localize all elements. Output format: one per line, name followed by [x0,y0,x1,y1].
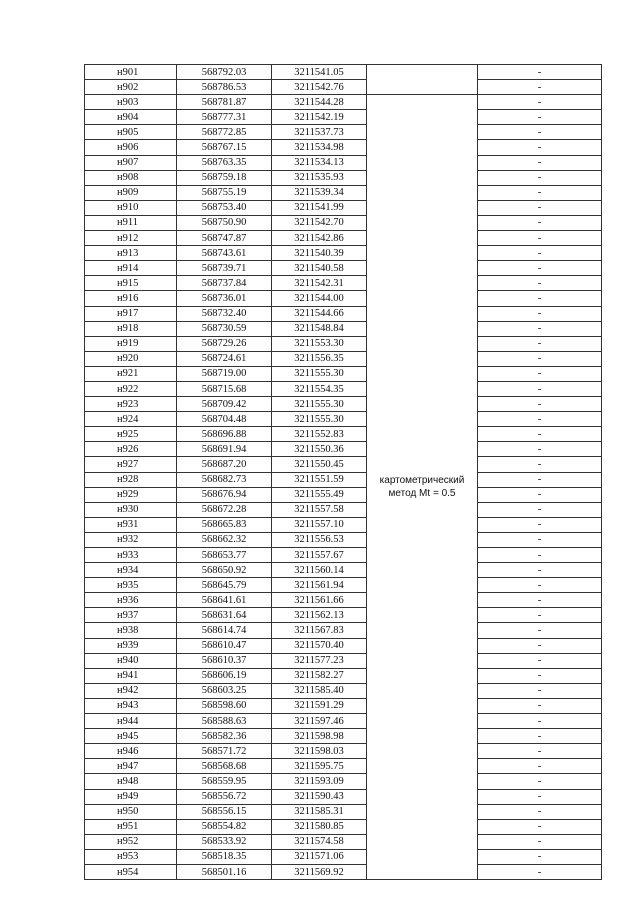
note-cell: - [478,412,602,427]
note-cell: - [478,185,602,200]
table-row [85,578,602,593]
x-coordinate-cell: 568792.03 [177,65,272,80]
point-id-cell: н944 [85,714,177,729]
note-cell: - [478,563,602,578]
y-coordinate-cell: 3211580.85 [272,819,367,834]
table-row [85,95,602,110]
point-id-cell: н907 [85,155,177,170]
y-coordinate-cell: 3211539.34 [272,185,367,200]
y-coordinate-cell: 3211541.05 [272,65,367,80]
point-id-cell: н938 [85,623,177,638]
x-coordinate-cell: 568719.00 [177,366,272,381]
table-row [85,155,602,170]
point-id-cell: н947 [85,759,177,774]
y-coordinate-cell: 3211557.67 [272,548,367,563]
note-cell: - [478,291,602,306]
y-coordinate-cell: 3211553.30 [272,336,367,351]
table-row [85,442,602,457]
note-cell: - [478,714,602,729]
note-cell: - [478,834,602,849]
x-coordinate-cell: 568559.95 [177,774,272,789]
point-id-cell: н917 [85,306,177,321]
table-row [85,759,602,774]
point-id-cell: н934 [85,563,177,578]
note-cell: - [478,231,602,246]
table-row [85,804,602,819]
y-coordinate-cell: 3211542.86 [272,231,367,246]
point-id-cell: н942 [85,683,177,698]
y-coordinate-cell: 3211542.31 [272,276,367,291]
y-coordinate-cell: 3211557.58 [272,502,367,517]
x-coordinate-cell: 568736.01 [177,291,272,306]
note-cell: - [478,110,602,125]
x-coordinate-cell: 568743.61 [177,246,272,261]
x-coordinate-cell: 568556.72 [177,789,272,804]
y-coordinate-cell: 3211556.53 [272,532,367,547]
x-coordinate-cell: 568715.68 [177,381,272,396]
table-row [85,608,602,623]
y-coordinate-cell: 3211540.58 [272,261,367,276]
x-coordinate-cell: 568645.79 [177,578,272,593]
x-coordinate-cell: 568598.60 [177,698,272,713]
note-cell: - [478,215,602,230]
note-cell: - [478,774,602,789]
table-row [85,276,602,291]
x-coordinate-cell: 568556.15 [177,804,272,819]
x-coordinate-cell: 568653.77 [177,548,272,563]
point-id-cell: н916 [85,291,177,306]
table-row [85,170,602,185]
note-cell: - [478,351,602,366]
x-coordinate-cell: 568781.87 [177,95,272,110]
table-row [85,65,602,80]
table-row [85,517,602,532]
y-coordinate-cell: 3211544.00 [272,291,367,306]
y-coordinate-cell: 3211555.30 [272,412,367,427]
point-id-cell: н931 [85,517,177,532]
y-coordinate-cell: 3211542.70 [272,215,367,230]
note-cell: - [478,789,602,804]
y-coordinate-cell: 3211577.23 [272,653,367,668]
table-row [85,215,602,230]
y-coordinate-cell: 3211590.43 [272,789,367,804]
y-coordinate-cell: 3211544.66 [272,306,367,321]
note-cell: - [478,95,602,110]
point-id-cell: н920 [85,351,177,366]
table-row [85,864,602,879]
note-cell: - [478,306,602,321]
table-row [85,729,602,744]
point-id-cell: н903 [85,95,177,110]
x-coordinate-cell: 568729.26 [177,336,272,351]
table-row [85,291,602,306]
table-row [85,381,602,396]
y-coordinate-cell: 3211544.28 [272,95,367,110]
y-coordinate-cell: 3211567.83 [272,623,367,638]
table-row [85,336,602,351]
x-coordinate-cell: 568554.82 [177,819,272,834]
y-coordinate-cell: 3211540.39 [272,246,367,261]
table-row [85,623,602,638]
x-coordinate-cell: 568682.73 [177,472,272,487]
point-id-cell: н919 [85,336,177,351]
y-coordinate-cell: 3211560.14 [272,563,367,578]
table-row [85,80,602,95]
table-row [85,261,602,276]
point-id-cell: н923 [85,397,177,412]
y-coordinate-cell: 3211557.10 [272,517,367,532]
y-coordinate-cell: 3211541.99 [272,200,367,215]
point-id-cell: н921 [85,366,177,381]
x-coordinate-cell: 568631.64 [177,608,272,623]
y-coordinate-cell: 3211591.29 [272,698,367,713]
x-coordinate-cell: 568650.92 [177,563,272,578]
note-cell: - [478,864,602,879]
table-row [85,412,602,427]
note-cell: - [478,140,602,155]
y-coordinate-cell: 3211598.98 [272,729,367,744]
table-row [85,125,602,140]
table-row [85,246,602,261]
y-coordinate-cell: 3211561.66 [272,593,367,608]
point-id-cell: н939 [85,638,177,653]
x-coordinate-cell: 568641.61 [177,593,272,608]
y-coordinate-cell: 3211550.45 [272,457,367,472]
note-cell: - [478,593,602,608]
point-id-cell: н915 [85,276,177,291]
y-coordinate-cell: 3211554.35 [272,381,367,396]
y-coordinate-cell: 3211537.73 [272,125,367,140]
table-row [85,593,602,608]
point-id-cell: н937 [85,608,177,623]
note-cell: - [478,623,602,638]
y-coordinate-cell: 3211562.13 [272,608,367,623]
y-coordinate-cell: 3211561.94 [272,578,367,593]
x-coordinate-cell: 568665.83 [177,517,272,532]
x-coordinate-cell: 568672.28 [177,502,272,517]
table-row [85,653,602,668]
x-coordinate-cell: 568709.42 [177,397,272,412]
y-coordinate-cell: 3211585.40 [272,683,367,698]
note-cell: - [478,487,602,502]
note-cell: - [478,744,602,759]
x-coordinate-cell: 568747.87 [177,231,272,246]
note-cell: - [478,578,602,593]
table-row [85,366,602,381]
y-coordinate-cell: 3211597.46 [272,714,367,729]
point-id-cell: н911 [85,215,177,230]
note-cell: - [478,155,602,170]
point-id-cell: н910 [85,200,177,215]
table-row [85,502,602,517]
point-id-cell: н929 [85,487,177,502]
point-id-cell: н940 [85,653,177,668]
note-cell: - [478,683,602,698]
method-name: картометрический [379,475,465,487]
note-cell: - [478,381,602,396]
y-coordinate-cell: 3211598.03 [272,744,367,759]
note-cell: - [478,532,602,547]
point-id-cell: н908 [85,170,177,185]
point-id-cell: н926 [85,442,177,457]
table-row [85,532,602,547]
table-row [85,140,602,155]
point-id-cell: н912 [85,231,177,246]
x-coordinate-cell: 568610.47 [177,638,272,653]
x-coordinate-cell: 568732.40 [177,306,272,321]
table-row [85,351,602,366]
note-cell: - [478,638,602,653]
x-coordinate-cell: 568767.15 [177,140,272,155]
point-id-cell: н902 [85,80,177,95]
point-id-cell: н905 [85,125,177,140]
table-row [85,200,602,215]
x-coordinate-cell: 568518.35 [177,849,272,864]
note-cell: - [478,759,602,774]
x-coordinate-cell: 568777.31 [177,110,272,125]
y-coordinate-cell: 3211585.31 [272,804,367,819]
note-cell: - [478,321,602,336]
point-id-cell: н951 [85,819,177,834]
table-row [85,668,602,683]
y-coordinate-cell: 3211571.06 [272,849,367,864]
y-coordinate-cell: 3211569.92 [272,864,367,879]
note-cell: - [478,653,602,668]
y-coordinate-cell: 3211551.59 [272,472,367,487]
coordinates-table-body [85,65,602,880]
method-cell [367,95,478,880]
table-row [85,774,602,789]
point-id-cell: н925 [85,427,177,442]
x-coordinate-cell: 568786.53 [177,80,272,95]
y-coordinate-cell: 3211555.49 [272,487,367,502]
point-id-cell: н922 [85,381,177,396]
point-id-cell: н932 [85,532,177,547]
note-cell: - [478,608,602,623]
y-coordinate-cell: 3211542.19 [272,110,367,125]
point-id-cell: н935 [85,578,177,593]
table-row [85,563,602,578]
table-row [85,487,602,502]
table-row [85,472,602,487]
note-cell: - [478,336,602,351]
x-coordinate-cell: 568724.61 [177,351,272,366]
note-cell: - [478,548,602,563]
table-row [85,110,602,125]
note-cell: - [478,125,602,140]
point-id-cell: н943 [85,698,177,713]
point-id-cell: н924 [85,412,177,427]
note-cell: - [478,668,602,683]
note-cell: - [478,729,602,744]
note-cell: - [478,397,602,412]
note-cell: - [478,502,602,517]
y-coordinate-cell: 3211542.76 [272,80,367,95]
note-cell: - [478,698,602,713]
note-cell: - [478,819,602,834]
x-coordinate-cell: 568533.92 [177,834,272,849]
y-coordinate-cell: 3211534.13 [272,155,367,170]
x-coordinate-cell: 568582.36 [177,729,272,744]
point-id-cell: н946 [85,744,177,759]
note-cell: - [478,65,602,80]
point-id-cell: н909 [85,185,177,200]
table-row [85,744,602,759]
x-coordinate-cell: 568571.72 [177,744,272,759]
table-row [85,427,602,442]
note-cell: - [478,261,602,276]
x-coordinate-cell: 568501.16 [177,864,272,879]
note-cell: - [478,80,602,95]
x-coordinate-cell: 568610.37 [177,653,272,668]
table-row [85,714,602,729]
note-cell: - [478,200,602,215]
point-id-cell: н948 [85,774,177,789]
y-coordinate-cell: 3211555.30 [272,397,367,412]
table-row [85,849,602,864]
y-coordinate-cell: 3211548.84 [272,321,367,336]
x-coordinate-cell: 568755.19 [177,185,272,200]
point-id-cell: н933 [85,548,177,563]
y-coordinate-cell: 3211555.30 [272,366,367,381]
table-row [85,548,602,563]
y-coordinate-cell: 3211574.58 [272,834,367,849]
x-coordinate-cell: 568606.19 [177,668,272,683]
x-coordinate-cell: 568750.90 [177,215,272,230]
table-row [85,306,602,321]
table-row [85,231,602,246]
y-coordinate-cell: 3211556.35 [272,351,367,366]
note-cell: - [478,472,602,487]
x-coordinate-cell: 568588.63 [177,714,272,729]
x-coordinate-cell: 568687.20 [177,457,272,472]
point-id-cell: н918 [85,321,177,336]
point-id-cell: н901 [85,65,177,80]
point-id-cell: н954 [85,864,177,879]
note-cell: - [478,276,602,291]
note-cell: - [478,427,602,442]
table-row [85,789,602,804]
point-id-cell: н936 [85,593,177,608]
table-row [85,457,602,472]
x-coordinate-cell: 568691.94 [177,442,272,457]
y-coordinate-cell: 3211535.93 [272,170,367,185]
point-id-cell: н928 [85,472,177,487]
note-cell: - [478,517,602,532]
x-coordinate-cell: 568603.25 [177,683,272,698]
x-coordinate-cell: 568676.94 [177,487,272,502]
table-row [85,321,602,336]
point-id-cell: н949 [85,789,177,804]
note-cell: - [478,366,602,381]
note-cell: - [478,457,602,472]
method-accuracy: метод Mt = 0.5 [388,488,456,500]
coordinates-table [84,64,602,880]
x-coordinate-cell: 568737.84 [177,276,272,291]
point-id-cell: н906 [85,140,177,155]
point-id-cell: н950 [85,804,177,819]
table-row [85,638,602,653]
note-cell: - [478,246,602,261]
note-cell: - [478,849,602,864]
point-id-cell: н945 [85,729,177,744]
table-row [85,397,602,412]
table-row [85,185,602,200]
x-coordinate-cell: 568730.59 [177,321,272,336]
x-coordinate-cell: 568759.18 [177,170,272,185]
point-id-cell: н953 [85,849,177,864]
point-id-cell: н913 [85,246,177,261]
x-coordinate-cell: 568704.48 [177,412,272,427]
y-coordinate-cell: 3211550.36 [272,442,367,457]
y-coordinate-cell: 3211570.40 [272,638,367,653]
x-coordinate-cell: 568568.68 [177,759,272,774]
point-id-cell: н930 [85,502,177,517]
table-row [85,819,602,834]
point-id-cell: н941 [85,668,177,683]
table-row [85,683,602,698]
point-id-cell: н914 [85,261,177,276]
note-cell: - [478,442,602,457]
x-coordinate-cell: 568772.85 [177,125,272,140]
y-coordinate-cell: 3211593.09 [272,774,367,789]
x-coordinate-cell: 568763.35 [177,155,272,170]
note-cell: - [478,170,602,185]
point-id-cell: н952 [85,834,177,849]
point-id-cell: н904 [85,110,177,125]
method-cell-blank [367,65,478,95]
y-coordinate-cell: 3211534.98 [272,140,367,155]
table-row [85,698,602,713]
point-id-cell: н927 [85,457,177,472]
x-coordinate-cell: 568753.40 [177,200,272,215]
x-coordinate-cell: 568662.32 [177,532,272,547]
y-coordinate-cell: 3211582.27 [272,668,367,683]
table-row [85,834,602,849]
note-cell: - [478,804,602,819]
x-coordinate-cell: 568739.71 [177,261,272,276]
x-coordinate-cell: 568696.88 [177,427,272,442]
y-coordinate-cell: 3211552.83 [272,427,367,442]
x-coordinate-cell: 568614.74 [177,623,272,638]
y-coordinate-cell: 3211595.75 [272,759,367,774]
